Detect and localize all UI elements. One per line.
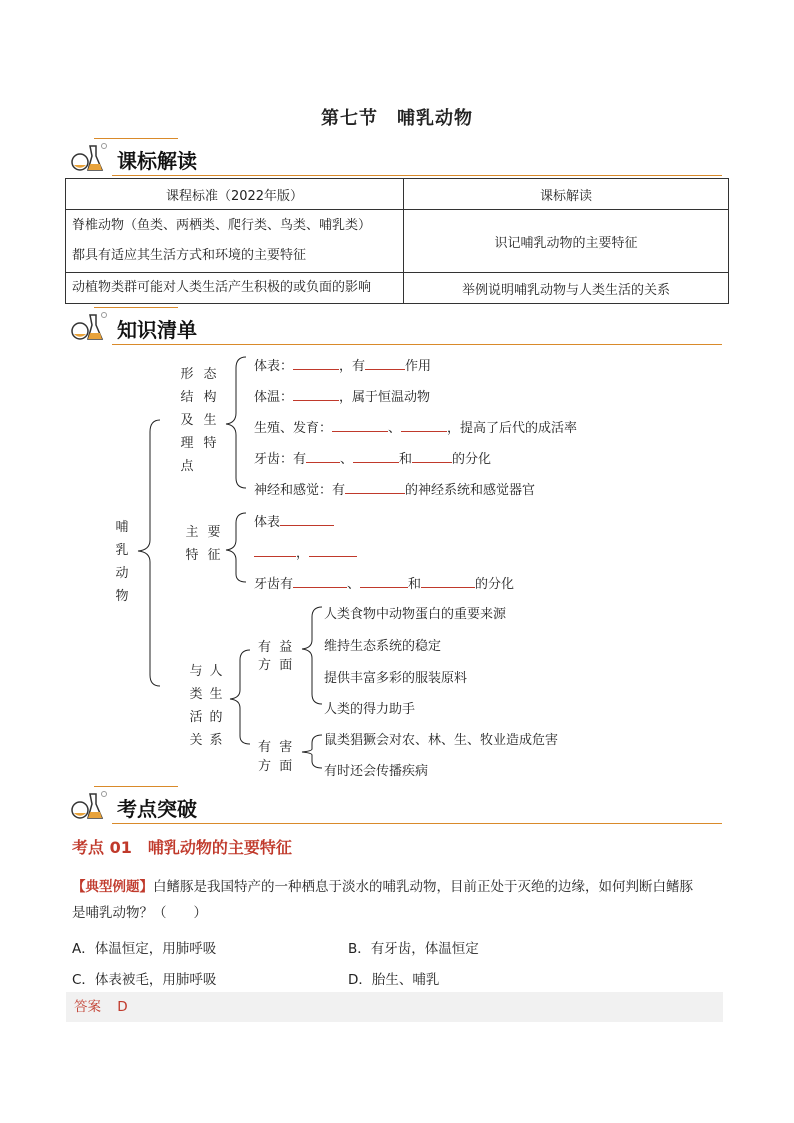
answer-label: 答案 [74,999,101,1015]
table-cell: 举例说明哺乳动物与人类生活的关系 [404,273,729,304]
root-brace [138,420,160,686]
table-header: 课程标准（2022年版） [66,179,404,210]
option-b[interactable]: B．有牙齿，体温恒定 [348,941,479,957]
branch1-label: 态 构 生 特 [203,367,217,451]
branch3-label: 人 生 的 系 [209,664,223,748]
trait-nerve: 神经和感觉：有 的神经系统和感觉器官 [254,479,535,498]
table-cell: 动植物类群可能对人类生活产生积极的或负面的影响 [66,273,404,304]
branch1-label: 形 结 及 理 点 [180,367,194,474]
table-header: 课标解读 [404,179,729,210]
branch2-label: 要 征 [207,525,221,563]
branch3-label: 与 类 活 关 [189,664,203,748]
section-underline [112,823,722,824]
answer-bar [66,992,723,1022]
cell-text: 脊椎动物（鱼类、两栖类、爬行类、鸟类、哺乳类） [72,218,372,233]
answer-value: D [117,999,128,1015]
section-deco-line [94,786,178,787]
benefit-brace [302,607,322,704]
branch1-brace [226,357,246,488]
benefit-item: 人类的得力助手 [324,702,416,717]
benefit-label: 方 面 [258,658,293,673]
harm-item: 鼠类猖獗会对农、林、生、牧业造成危害 [324,733,559,748]
harm-label: 有 害 [258,740,293,755]
benefit-item: 维持生态系统的稳定 [324,639,442,654]
trait-body-surface: 体表： ，有 作用 [254,355,431,374]
exam-point-heading: 考点 01 哺乳动物的主要特征 [72,838,292,857]
main-feature-surface: 体表 [254,511,334,530]
page-title: 第七节 哺乳动物 [321,108,473,129]
question-text: 白鳍豚是我国特产的一种栖息于淡水的哺乳动物，目前正处于灭绝的边缘，如何判断白鳍豚 [153,879,693,895]
question-line [72,874,722,900]
flask-icon [70,788,110,824]
branch3-brace [230,650,250,744]
question-block [72,874,722,926]
trait-body-temp: 体温： ，属于恒温动物 [254,386,430,405]
harm-label: 方 面 [258,759,293,774]
cell-text: 都具有适应其生活方式和环境的主要特征 [72,248,307,263]
branch2-brace [226,513,246,582]
trait-reproduction: 生殖、发育： 、 ，提高了后代的成活率 [254,417,577,436]
main-feature-blanks: ， [254,542,357,561]
branch2-label: 主 特 [185,525,199,563]
section-title: 考点突破 [117,797,197,821]
example-tag: 【典型例题】 [72,879,153,895]
question-line: 是哺乳动物？（ ） [72,905,207,921]
harm-brace [302,735,322,768]
tree-root: 哺 乳 动 物 [115,520,129,604]
option-d[interactable]: D．胎生、哺乳 [348,972,440,988]
trait-teeth: 牙齿：有 、 和 的分化 [254,448,491,467]
section-header-breakthrough [70,786,722,826]
table-cell: 识记哺乳动物的主要特征 [404,210,729,273]
benefit-item: 提供丰富多彩的服装原料 [324,671,468,686]
main-feature-teeth: 牙齿有 、 和 的分化 [254,573,514,592]
benefit-label: 有 益 [258,640,293,655]
harm-item: 有时还会传播疾病 [324,764,429,779]
option-c[interactable]: C．体表被毛，用肺呼吸 [72,972,217,988]
benefit-item: 人类食物中动物蛋白的重要来源 [324,607,507,622]
section-title: 课标解读 [117,149,197,173]
option-a[interactable]: A．体温恒定，用肺呼吸 [72,941,217,957]
section-title: 知识清单 [117,318,197,342]
